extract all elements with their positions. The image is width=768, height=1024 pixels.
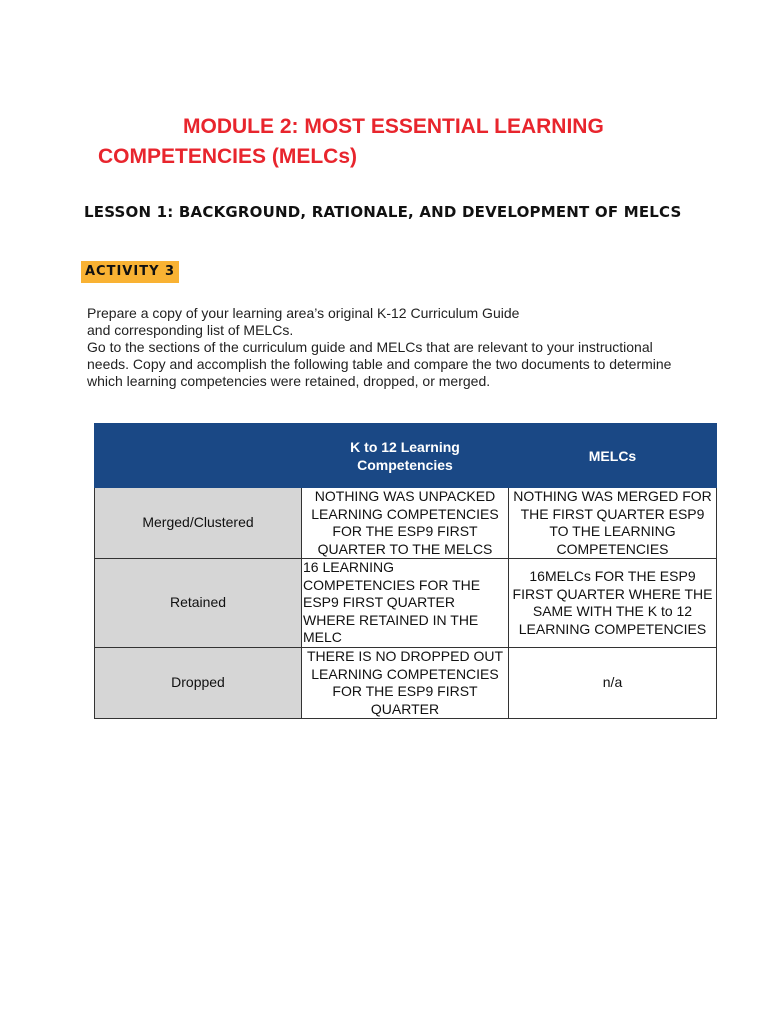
cell-merged-melcs: NOTHING WAS MERGED FOR THE FIRST QUARTER ESP9 TO THE LEARNING COMPETENCIES [509,488,717,559]
row-label-dropped: Dropped [95,648,302,719]
row-label-retained: Retained [95,559,302,648]
table-row [95,648,717,719]
header-k12-competencies: K to 12 Learning Competencies [302,424,509,488]
cell-dropped-k12: THERE IS NO DROPPED OUT LEARNING COMPETENCIES FOR THE ESP9 FIRST QUARTER [302,648,509,719]
cell-retained-k12: 16 LEARNING COMPETENCIES FOR THE ESP9 FIRST QUARTER WHERE RETAINED IN THE MELC [302,559,509,648]
module-title-line2: COMPETENCIES (MELCs) [98,145,358,168]
instructions-line3: Go to the sections of the curriculum guide and MELCs that are relevant to your instructional needs. Copy and accomplish the following table and compare the two documents to determine which learning competencies were retained, dropped, or merged. [87,339,672,389]
header-melcs: MELCs [509,424,717,488]
instructions-line1: Prepare a copy of your learning area’s original K-12 Curriculum Guide [87,305,520,321]
row-label-merged: Merged/Clustered [95,488,302,559]
table-row [95,488,717,559]
cell-merged-k12: NOTHING WAS UNPACKED LEARNING COMPETENCIES FOR THE ESP9 FIRST QUARTER TO THE MELCS [302,488,509,559]
cell-dropped-melcs: n/a [509,648,717,719]
melc-comparison-table [94,423,717,719]
instructions [87,305,687,390]
cell-retained-melcs: 16MELCs FOR THE ESP9 FIRST QUARTER WHERE THE SAME WITH THE K to 12 LEARNING COMPETENCIES [509,559,717,648]
table-row [95,559,717,648]
header-category [95,424,302,488]
lesson-title: LESSON 1: BACKGROUND, RATIONALE, AND DEVELOPMENT OF MELCS [84,203,682,221]
instructions-line2: and corresponding list of MELCs. [87,322,294,338]
module-title [0,112,768,172]
module-title-line1: MODULE 2: MOST ESSENTIAL LEARNING [183,115,604,138]
activity-badge: ACTIVITY 3 [81,261,179,283]
table-header-row [95,424,717,488]
